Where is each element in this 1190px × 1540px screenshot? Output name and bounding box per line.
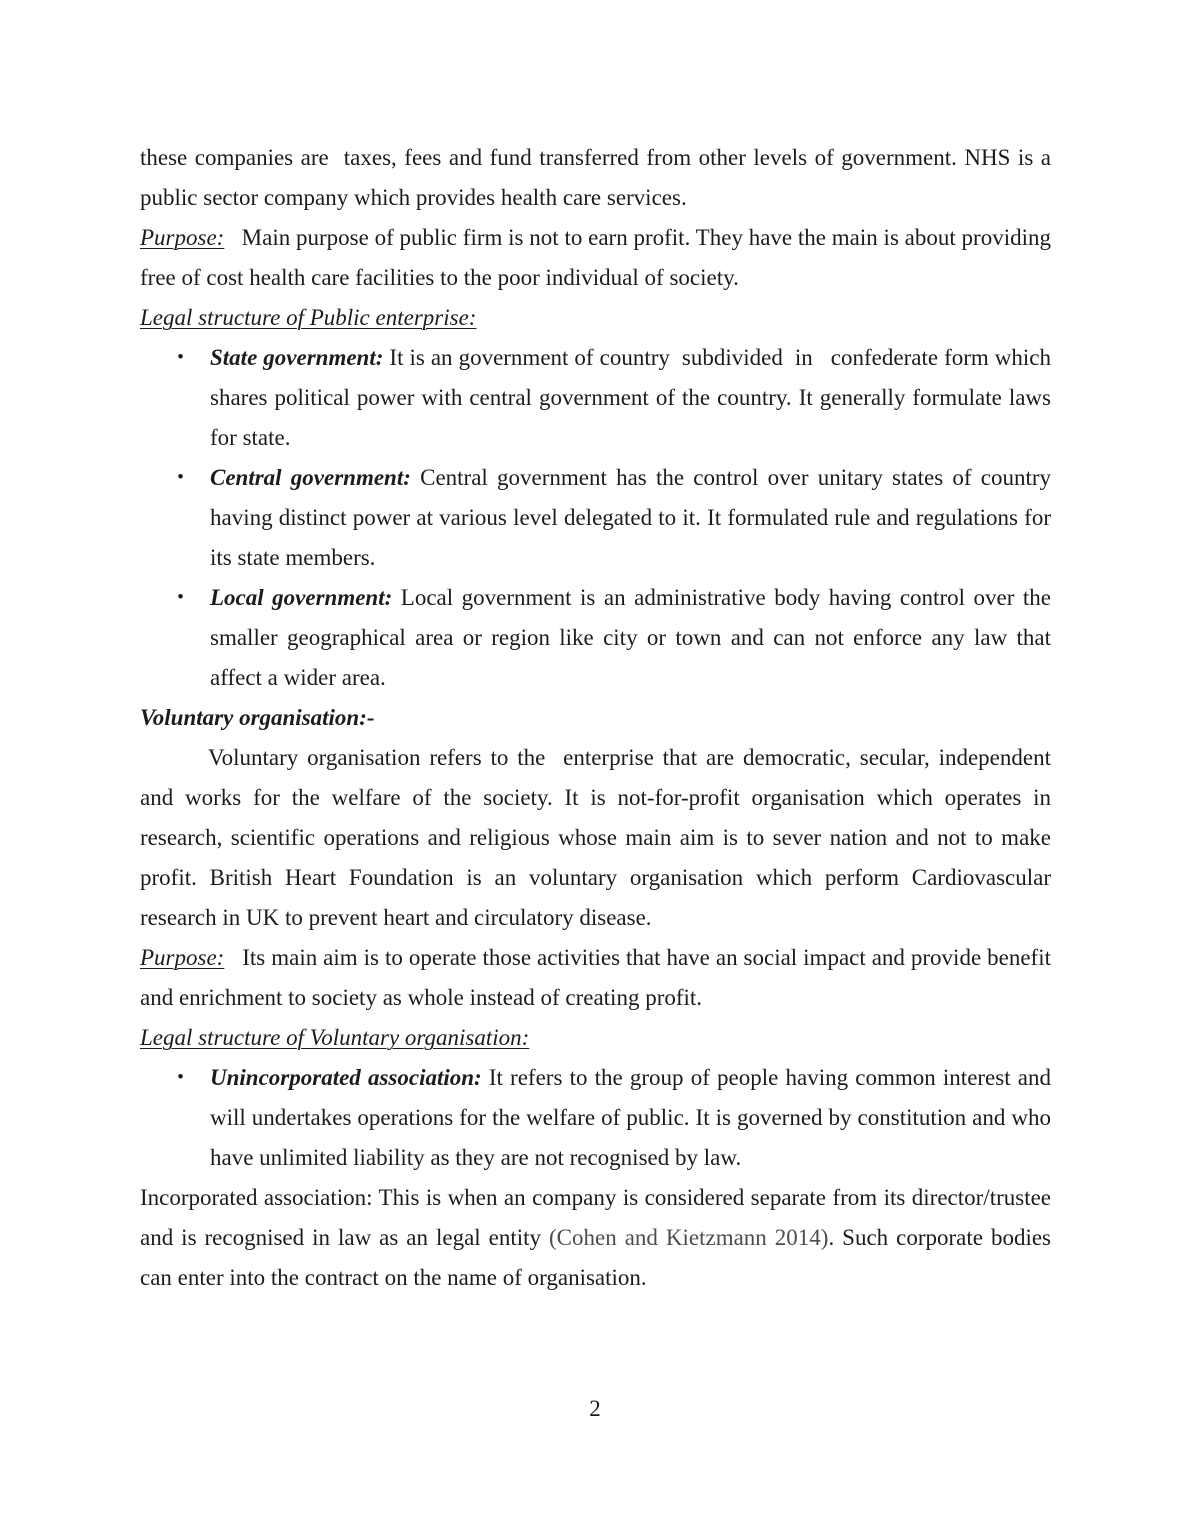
paragraph-voluntary-purpose bbox=[140, 938, 1051, 1018]
document-body bbox=[140, 138, 1051, 1298]
paragraph-voluntary-intro: Voluntary organisation refers to the enterprise that are democratic, secular, independent and works for the welfare of the society. It is not-for-profit organisation which operates in research, scientific operations and religious whose main aim is to sever nation and not to make profit. British Heart Foundation is an voluntary organisation which perform Cardiovascular research in UK to prevent heart and circulatory disease. bbox=[140, 745, 1051, 930]
list-item-unincorporated-association bbox=[140, 1058, 1051, 1178]
local-government-text: Local government is an administrative body having control over the smaller geographical area or region like city or town and can not enforce any law that affect a wider area. bbox=[210, 585, 1051, 690]
purpose-label: Purpose: bbox=[140, 945, 225, 970]
heading-legal-structure-public bbox=[140, 298, 1051, 338]
paragraph-incorporated-association bbox=[140, 1178, 1051, 1298]
state-government-label: State government: bbox=[210, 345, 384, 370]
unincorporated-association-text: It refers to the group of people having common interest and will undertakes operations for the welfare of public. It is governed by constitution and who have unlimited liability as they are not recognised by law. bbox=[210, 1065, 1051, 1170]
page-number: 2 bbox=[589, 1396, 601, 1421]
public-legal-structure-list bbox=[140, 338, 1051, 698]
state-government-text: It is an government of country subdivided in confederate form which shares political power with central government of the country. It generally formulate laws for state. bbox=[210, 345, 1051, 450]
bullet-icon: • bbox=[177, 347, 184, 368]
bullet-icon: • bbox=[177, 1067, 184, 1088]
central-government-label: Central government: bbox=[210, 465, 411, 490]
heading-legal-structure-voluntary bbox=[140, 1018, 1051, 1058]
list-item-central-government bbox=[140, 458, 1051, 578]
heading-legal-structure-public-label: Legal structure of Public enterprise: bbox=[140, 305, 477, 330]
bullet-icon: • bbox=[177, 587, 184, 608]
incorporated-association-text: Incorporated association: This is when an company is considered separate from its director/trustee and is recognised in law as an legal entity bbox=[140, 1185, 1051, 1250]
purpose-text: Its main aim is to operate those activities that have an social impact and provide benefit and enrichment to society as whole instead of creating profit. bbox=[140, 945, 1051, 1010]
list-item-state-government bbox=[140, 338, 1051, 458]
local-government-label: Local government: bbox=[210, 585, 393, 610]
voluntary-legal-structure-list bbox=[140, 1058, 1051, 1178]
incorporated-association-text-after: . Such corporate bodies can enter into the contract on the name of organisation. bbox=[140, 1225, 1052, 1290]
purpose-text: Main purpose of public firm is not to earn profit. They have the main is about providing free of cost health care facilities to the poor individual of society. bbox=[140, 225, 1051, 290]
purpose-label: Purpose: bbox=[140, 225, 225, 250]
unincorporated-association-label: Unincorporated association: bbox=[210, 1065, 482, 1090]
paragraph-public-intro: these companies are taxes, fees and fund transferred from other levels of government. NHS is a public sector company which provides health care services. bbox=[140, 145, 1051, 210]
bullet-icon: • bbox=[177, 467, 184, 488]
central-government-text: Central government has the control over unitary states of country having distinct power at various level delegated to it. It formulated rule and regulations for its state members. bbox=[210, 465, 1051, 570]
list-item-local-government bbox=[140, 578, 1051, 698]
heading-voluntary-organisation bbox=[140, 698, 1051, 738]
heading-legal-structure-voluntary-label: Legal structure of Voluntary organisation: bbox=[140, 1025, 530, 1050]
citation-cohen-kietzmann: (Cohen and Kietzmann 2014) bbox=[549, 1225, 829, 1250]
paragraph-public-purpose bbox=[140, 218, 1051, 298]
heading-voluntary-organisation-label: Voluntary organisation:- bbox=[140, 705, 375, 730]
